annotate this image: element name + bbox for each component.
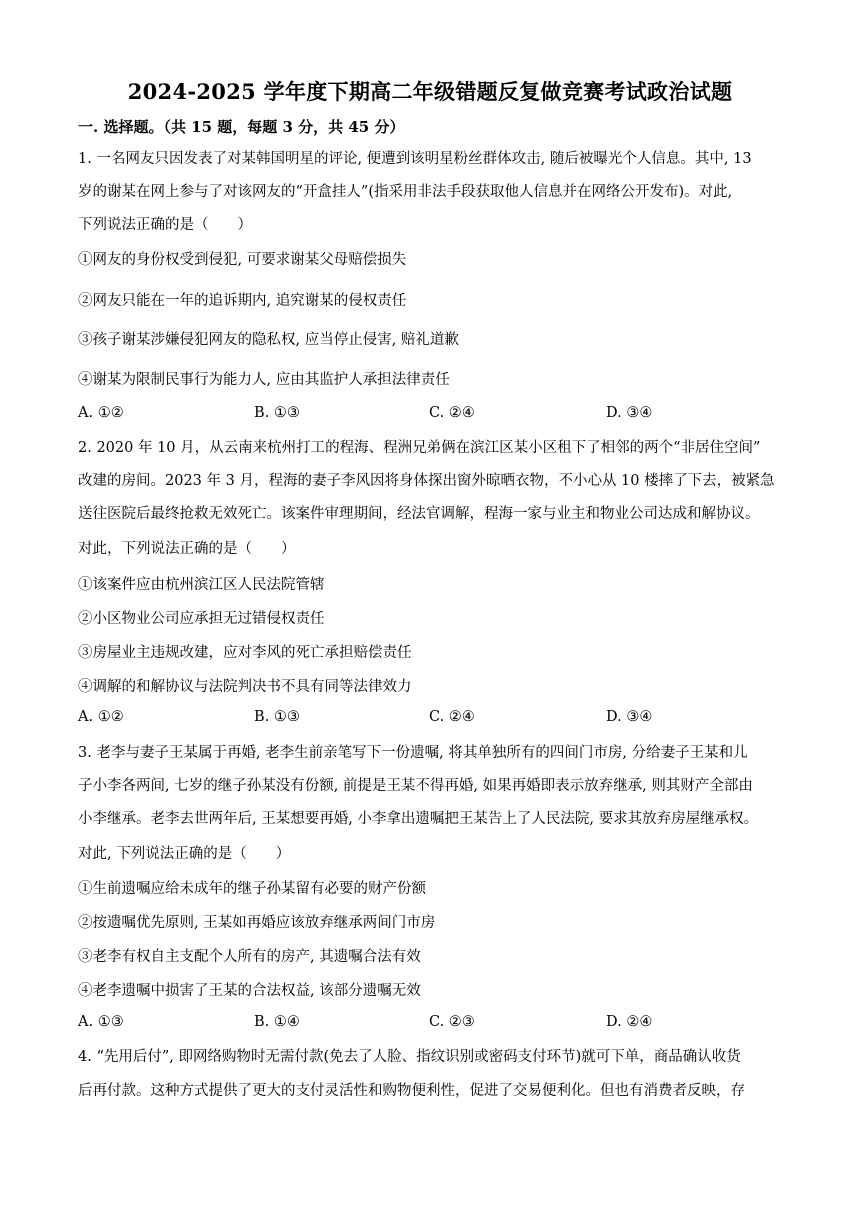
q1-statement: ②网友只能在一年的追诉期内, 追究谢某的侵权责任 <box>78 293 407 309</box>
q1-statement: ③孩子谢某涉嫌侵犯网友的隐私权, 应当停止侵害, 赔礼道歉 <box>78 332 459 348</box>
option-a[interactable]: A. ①② <box>78 709 124 725</box>
q2-stem-line: 对此，下列说法正确的是（ ） <box>78 541 296 557</box>
q1-statement: ④谢某为限制民事行为能力人, 应由其监护人承担法律责任 <box>78 372 450 388</box>
q1-stem-line: 岁的谢某在网上参与了对该网友的“开盒挂人”(指采用非法手段获取他人信息并在网络公开发布)。对此, <box>78 184 733 200</box>
q3-stem-line: 3. 老李与妻子王某属于再婚, 老李生前亲笔写下一份遗嘱, 将其单独所有的四间门市房, 分给妻子王某和儿 <box>78 745 748 761</box>
q3-statement: ②按遗嘱优先原则, 王某如再婚应该放弃继承两间门市房 <box>78 915 436 931</box>
option-b[interactable]: B. ①④ <box>254 1014 300 1030</box>
option-d[interactable]: D. ②④ <box>606 1014 653 1030</box>
option-a[interactable]: A. ①② <box>78 405 124 421</box>
q3-statement: ④老李遗嘱中损害了王某的合法权益, 该部分遗嘱无效 <box>78 983 421 999</box>
q2-stem-line: 2. 2020 年 10 月，从云南来杭州打工的程海、程洲兄弟俩在滨江区某小区租下了相邻的两个“非居住空间” <box>78 440 761 456</box>
q1-statement: ①网友的身份权受到侵犯, 可要求谢某父母赔偿损失 <box>78 252 407 268</box>
option-a[interactable]: A. ①③ <box>78 1014 124 1030</box>
option-c[interactable]: C. ②③ <box>429 1014 475 1030</box>
q4-stem-line: 后再付款。这种方式提供了更大的支付灵活性和购物便利性，促进了交易便利化。但也有消费者反映，存 <box>78 1083 745 1099</box>
option-c[interactable]: C. ②④ <box>429 405 475 421</box>
option-d[interactable]: D. ③④ <box>606 709 653 725</box>
q3-statement: ③老李有权自主支配个人所有的房产, 其遗嘱合法有效 <box>78 949 421 965</box>
q2-stem-line: 送往医院后最终抢救无效死亡。该案件审理期间，经法官调解，程海一家与业主和物业公司达成和解协议。 <box>78 506 760 522</box>
q2-statement: ①该案件应由杭州滨江区人民法院管辖 <box>78 577 325 593</box>
q2-options <box>78 709 778 729</box>
q3-stem-line: 子小李各两间, 七岁的继子孙某没有份额, 前提是王某不得再婚, 如果再婚即表示放弃继承, 则其财产全部由 <box>78 778 753 794</box>
q1-stem-line: 下列说法正确的是（ ） <box>78 217 252 233</box>
option-b[interactable]: B. ①③ <box>254 709 300 725</box>
q3-stem-line: 对此, 下列说法正确的是（ ） <box>78 846 291 862</box>
section-heading: 一. 选择题。（共 15 题，每题 3 分，共 45 分） <box>78 118 405 136</box>
option-c[interactable]: C. ②④ <box>429 709 475 725</box>
q4-stem-line: 4. “先用后付”, 即网络购物时无需付款(免去了人脸、指纹识别或密码支付环节)就可下单，商品确认收货 <box>78 1049 741 1065</box>
q2-statement: ④调解的和解协议与法院判决书不具有同等法律效力 <box>78 679 412 695</box>
q3-statement: ①生前遗嘱应给未成年的继子孙某留有必要的财产份额 <box>78 881 426 897</box>
q1-stem-line: 1. 一名网友只因发表了对某韩国明星的评论, 便遭到该明星粉丝群体攻击, 随后被曝光个人信息。其中, 13 <box>78 151 752 167</box>
q3-stem-line: 小李继承。老李去世两年后, 王某想要再婚, 小李拿出遗嘱把王某告上了人民法院, 要求其放弃房屋继承权。 <box>78 811 759 827</box>
page-title: 2024-2025 学年度下期高二年级错题反复做竞赛考试政治试题 <box>127 79 733 104</box>
q2-statement: ②小区物业公司应承担无过错侵权责任 <box>78 611 325 627</box>
q3-options <box>78 1014 778 1034</box>
q2-stem-line: 改建的房间。2023 年 3 月，程海的妻子李风因将身体探出窗外晾晒衣物，不小心从 10 楼摔了下去，被紧急 <box>78 473 775 489</box>
q1-options <box>78 405 778 425</box>
option-b[interactable]: B. ①③ <box>254 405 300 421</box>
option-d[interactable]: D. ③④ <box>606 405 653 421</box>
q2-statement: ③房屋业主违规改建，应对李风的死亡承担赔偿责任 <box>78 645 412 661</box>
